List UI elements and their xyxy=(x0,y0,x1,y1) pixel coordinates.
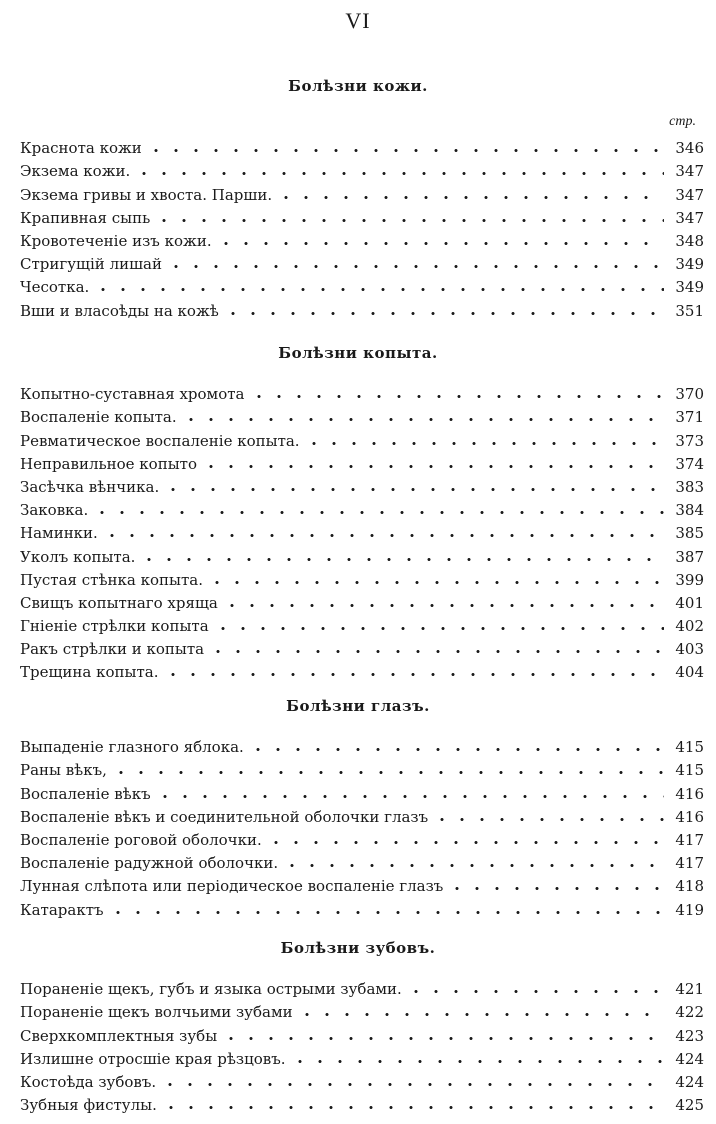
toc-entry-title: Ракъ стрѣлки и копыта xyxy=(20,640,205,659)
toc-entry xyxy=(20,542,704,565)
toc-entry-page: 418 xyxy=(675,877,704,896)
toc-entry-title: Сверхкомплектныя зубы xyxy=(20,1026,218,1045)
dot-leader xyxy=(163,672,665,677)
toc-entry-page: 423 xyxy=(675,1026,704,1045)
toc-entry-page: 351 xyxy=(675,301,704,320)
toc-entry xyxy=(20,975,704,998)
toc-entry-title: Воспаленіе вѣкъ xyxy=(20,784,151,803)
toc-entry xyxy=(20,1021,704,1044)
toc-entry xyxy=(20,519,704,542)
toc-entry xyxy=(20,733,704,756)
dot-leader xyxy=(216,241,664,246)
dot-leader xyxy=(146,148,664,153)
dot-leader xyxy=(207,580,664,585)
toc-entry-title: Экзема гривы и хвоста. Парши. xyxy=(20,185,273,204)
dot-leader xyxy=(181,417,664,422)
dot-leader xyxy=(160,1082,664,1087)
toc-entry-title: Заковка. xyxy=(20,501,89,520)
toc-entry-title: Катарактъ xyxy=(20,900,104,919)
toc-entry xyxy=(20,1045,704,1068)
toc-entry-title: Воспаленіе копыта. xyxy=(20,408,177,427)
dot-leader xyxy=(222,603,664,608)
toc-entry xyxy=(20,826,704,849)
toc-entry-page: 374 xyxy=(675,454,704,473)
toc-entry xyxy=(20,250,704,273)
dot-leader xyxy=(163,487,664,492)
toc-entry xyxy=(20,473,704,496)
toc-entry-title: Вши и власоѣды на кожѣ xyxy=(20,301,219,320)
toc-entry-page: 416 xyxy=(675,807,704,826)
dot-leader xyxy=(406,989,664,994)
toc-entry-title: Трещина копыта. xyxy=(20,663,159,682)
toc-entry xyxy=(20,1091,704,1114)
toc-entry-title: Воспаленіе радужной оболочки. xyxy=(20,854,279,873)
toc-entry-title: Экзема кожи. xyxy=(20,162,131,181)
dot-leader xyxy=(93,287,664,292)
dot-leader xyxy=(166,264,664,269)
dot-leader xyxy=(201,464,664,469)
toc-entry xyxy=(20,204,704,227)
toc-entry xyxy=(20,450,704,473)
dot-leader xyxy=(297,1012,664,1017)
toc-entry xyxy=(20,426,704,449)
toc-entry xyxy=(20,496,704,519)
toc-entry-page: 373 xyxy=(675,431,704,450)
toc-entry xyxy=(20,872,704,895)
toc-entry-page: 417 xyxy=(675,830,704,849)
dot-leader xyxy=(221,1036,664,1041)
toc-entry-page: 370 xyxy=(675,385,704,404)
toc-entry-page: 383 xyxy=(675,477,704,496)
toc-entry-page: 422 xyxy=(675,1003,704,1022)
toc-entry xyxy=(20,658,704,681)
toc-entry-page: 402 xyxy=(675,617,704,636)
toc-entry-page: 349 xyxy=(675,278,704,297)
dot-leader xyxy=(161,1105,664,1110)
dot-leader xyxy=(155,794,664,799)
toc-entry-page: 421 xyxy=(675,980,704,999)
toc-entry-page: 415 xyxy=(675,761,704,780)
toc-entry-page: 403 xyxy=(675,640,704,659)
dot-leader xyxy=(447,886,664,891)
dot-leader xyxy=(139,557,664,562)
toc-entry-title: Чесотка. xyxy=(20,278,90,297)
toc-entry-title: Краснота кожи xyxy=(20,139,142,158)
toc-entry xyxy=(20,1068,704,1091)
section-title-eyes: Болѣзни глазъ. xyxy=(286,697,430,715)
dot-leader xyxy=(282,863,664,868)
dot-leader xyxy=(92,510,664,515)
toc-entry-page: 424 xyxy=(675,1072,704,1091)
toc-entry-title: Раны вѣкъ, xyxy=(20,761,107,780)
toc-entry-page: 419 xyxy=(675,900,704,919)
dot-leader xyxy=(134,171,664,176)
toc-entry-page: 401 xyxy=(675,593,704,612)
section-title-hoof: Болѣзни копыта. xyxy=(278,344,438,362)
dot-leader xyxy=(290,1059,664,1064)
toc-entry-page: 424 xyxy=(675,1049,704,1068)
dot-leader xyxy=(266,840,664,845)
toc-entry-page: 385 xyxy=(675,524,704,543)
toc-entry-title: Свищъ копытнаго хряща xyxy=(20,593,218,612)
toc-entry-page: 387 xyxy=(675,547,704,566)
toc-entry xyxy=(20,180,704,203)
toc-entry-title: Воспаленіе вѣкъ и соединительной оболочки глазъ xyxy=(20,807,429,826)
dot-leader xyxy=(432,817,664,822)
dot-leader xyxy=(102,533,664,538)
toc-entry xyxy=(20,895,704,918)
entries-eyes xyxy=(20,733,704,919)
toc-entry xyxy=(20,849,704,872)
toc-entry xyxy=(20,612,704,635)
toc-entry xyxy=(20,998,704,1021)
toc-entry-title: Выпаденіе глазного яблока. xyxy=(20,738,244,757)
toc-entry-page: 416 xyxy=(675,784,704,803)
dot-leader xyxy=(213,626,664,631)
toc-entry-page: 415 xyxy=(675,738,704,757)
section-title-teeth: Болѣзни зубовъ. xyxy=(280,939,436,957)
toc-entry-page: 347 xyxy=(675,208,704,227)
toc-entry-title: Пораненіе щекъ волчьими зубами xyxy=(20,1003,293,1022)
toc-entry xyxy=(20,635,704,658)
toc-entry-title: Неправильное копыто xyxy=(20,454,197,473)
toc-entry-title: Наминки. xyxy=(20,524,98,543)
toc-entry-title: Гніеніе стрѣлки копыта xyxy=(20,617,209,636)
toc-entry xyxy=(20,273,704,296)
toc-entry-page: 384 xyxy=(675,501,704,520)
page-number: VI xyxy=(345,8,371,33)
toc-entry-title: Крапивная сыпь xyxy=(20,208,151,227)
section-title-skin: Болѣзни кожи. xyxy=(288,77,428,95)
dot-leader xyxy=(276,195,664,200)
toc-entry xyxy=(20,779,704,802)
toc-entry-page: 399 xyxy=(675,570,704,589)
toc-entry-title: Засѣчка вѣнчика. xyxy=(20,477,160,496)
toc-entry-page: 371 xyxy=(675,408,704,427)
toc-entry-title: Пустая стѣнка копыта. xyxy=(20,570,203,589)
toc-entry xyxy=(20,296,704,319)
toc-entry-title: Ревматическое воспаленіе копыта. xyxy=(20,431,300,450)
toc-entry-page: 346 xyxy=(675,139,704,158)
page-column-label: стр. xyxy=(669,114,696,129)
entries-hoof xyxy=(20,380,704,681)
toc-entry-page: 349 xyxy=(675,255,704,274)
toc-entry-title: Излишне отросшіе края рѣзцовъ. xyxy=(20,1049,286,1068)
toc-entry-title: Зубныя фистулы. xyxy=(20,1096,157,1115)
toc-entry-title: Лунная слѣпота или періодическое воспаленіе глазъ xyxy=(20,877,444,896)
toc-entry-page: 347 xyxy=(675,185,704,204)
toc-entry xyxy=(20,380,704,403)
toc-entry xyxy=(20,566,704,589)
dot-leader xyxy=(154,218,664,223)
dot-leader xyxy=(249,394,665,399)
toc-entry-title: Пораненіе щекъ, губъ и языка острыми зубами. xyxy=(20,980,402,999)
toc-entry xyxy=(20,134,704,157)
toc-entry-page: 425 xyxy=(675,1096,704,1115)
toc-entry-title: Кровотеченіе изъ кожи. xyxy=(20,231,212,250)
dot-leader xyxy=(223,311,664,316)
toc-entry xyxy=(20,227,704,250)
dot-leader xyxy=(304,441,664,446)
toc-entry xyxy=(20,157,704,180)
toc-entry xyxy=(20,403,704,426)
toc-entry xyxy=(20,803,704,826)
entries-skin xyxy=(20,134,704,320)
toc-entry-title: Копытно-суставная хромота xyxy=(20,385,245,404)
toc-entry-page: 417 xyxy=(675,854,704,873)
toc-entry-page: 348 xyxy=(675,231,704,250)
entries-teeth xyxy=(20,975,704,1114)
dot-leader xyxy=(208,649,664,654)
toc-entry-page: 347 xyxy=(675,162,704,181)
dot-leader xyxy=(108,910,664,915)
toc-entry-title: Стригущій лишай xyxy=(20,255,162,274)
toc-entry-title: Уколъ копыта. xyxy=(20,547,136,566)
toc-entry xyxy=(20,756,704,779)
toc-entry-page: 404 xyxy=(675,663,704,682)
dot-leader xyxy=(248,747,664,752)
toc-entry-title: Костоѣда зубовъ. xyxy=(20,1072,157,1091)
toc-entry-title: Воспаленіе роговой оболочки. xyxy=(20,830,262,849)
dot-leader xyxy=(111,770,664,775)
toc-entry xyxy=(20,589,704,612)
